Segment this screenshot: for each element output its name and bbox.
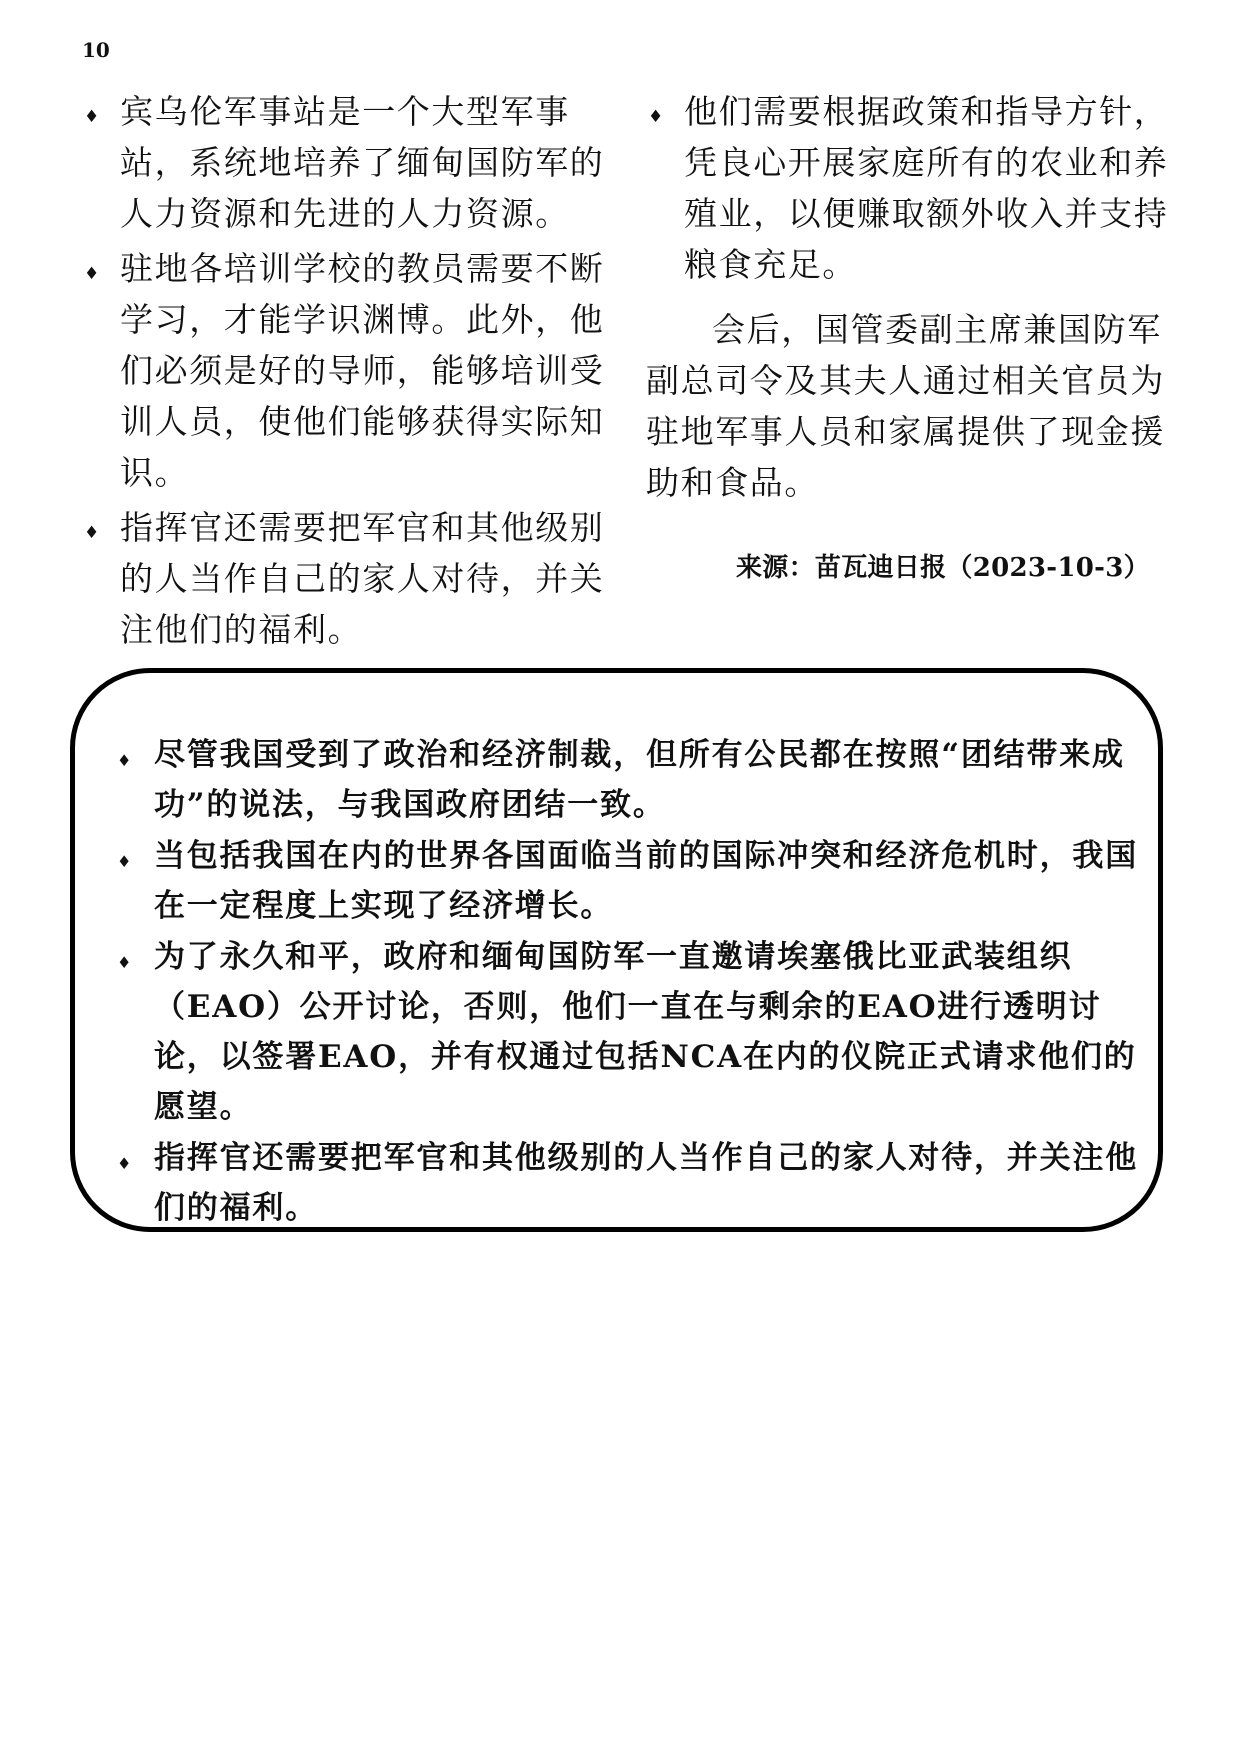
source-citation: 来源：苗瓦迪日报（2023-10-3） [736, 553, 1150, 583]
diamond-bullet-icon: ♦ [117, 1154, 134, 1173]
list-item [115, 932, 1138, 1132]
diamond-bullet-icon: ♦ [84, 523, 101, 543]
list-item-text: 他们需要根据政策和指导方针，凭良心开展家庭所有的农业和养殖业，以便赚取额外收入并支持粮食充足。 [684, 92, 1169, 284]
list-item-text: 指挥官还需要把军官和其他级别的人当作自己的家人对待，并关注他们的福利。 [154, 1140, 1138, 1226]
list-item-text: 指挥官还需要把军官和其他级别的人当作自己的家人对待，并关注他们的福利。 [120, 508, 605, 649]
diamond-bullet-icon: ♦ [117, 953, 134, 972]
diamond-bullet-icon: ♦ [117, 852, 134, 871]
list-item-text: 尽管我国受到了政治和经济制裁，但所有公民都在按照“团结带来成功”的说法，与我国政府团结一致。 [154, 737, 1125, 823]
page-number: 10 [82, 38, 110, 62]
list-item [82, 86, 607, 239]
summary-bullet-list [75, 673, 1158, 1233]
list-item-text: 为了永久和平，政府和缅甸国防军一直邀请埃塞俄比亚武装组织（EAO）公开讨论，否则，他们一直在与剩余的EAO进行透明讨论，以签署EAO，并有权通过包括NCA在内的仪院正式请求他们的愿望。 [154, 939, 1137, 1125]
list-item-text: 当包括我国在内的世界各国面临当前的国际冲突和经济危机时，我国在一定程度上实现了经济增长。 [154, 838, 1138, 924]
list-item [115, 1133, 1138, 1233]
right-bullet-list [646, 86, 1171, 290]
list-item [82, 502, 607, 655]
list-item-text: 驻地各培训学校的教员需要不断学习，才能学识渊博。此外，他们必须是好的导师，能够培训受训人员，使他们能够获得实际知识。 [120, 249, 605, 492]
left-column [82, 86, 607, 659]
closing-paragraph: 会后，国管委副主席兼国防军副总司令及其夫人通过相关官员为驻地军事人员和家属提供了现金援助和食品。 [646, 310, 1165, 502]
left-bullet-list [82, 86, 607, 655]
diamond-bullet-icon: ♦ [84, 107, 101, 127]
diamond-bullet-icon: ♦ [117, 751, 134, 770]
right-column [646, 86, 1171, 588]
diamond-bullet-icon: ♦ [84, 264, 101, 284]
list-item [646, 86, 1171, 290]
list-item [82, 243, 607, 498]
list-item [115, 831, 1138, 931]
diamond-bullet-icon: ♦ [648, 107, 665, 127]
list-item-text: 宾乌伦军事站是一个大型军事站，系统地培养了缅甸国防军的人力资源和先进的人力资源。 [120, 92, 605, 233]
list-item [115, 730, 1138, 830]
summary-box [70, 668, 1163, 1232]
